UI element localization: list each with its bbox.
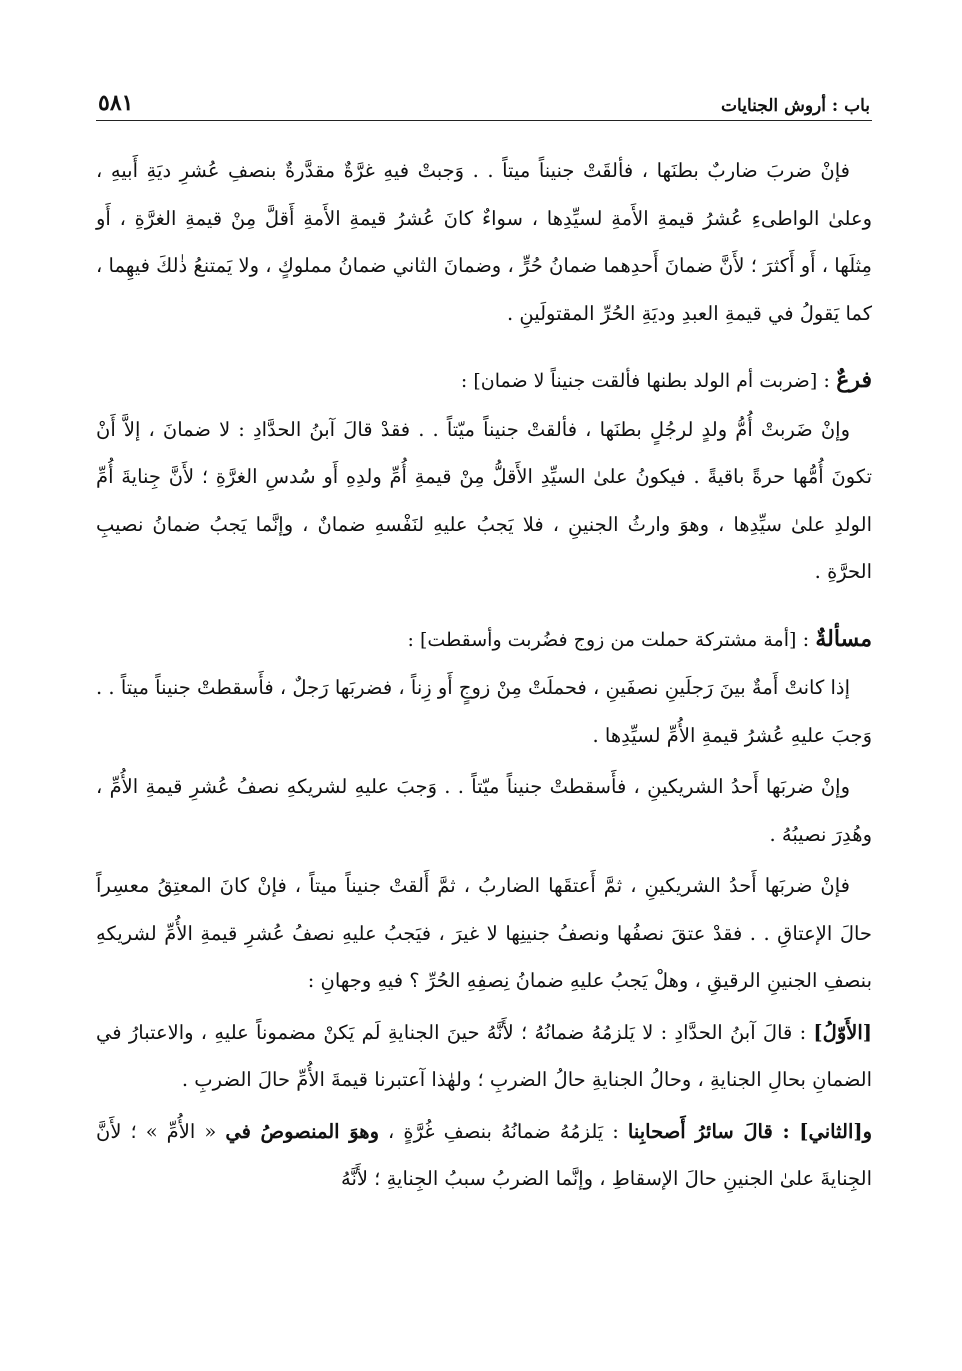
page-number: ٥٨١: [98, 90, 134, 116]
view-text-tail: « الأُمِّ » ؛ لأَنَّ الجِنايةَ علىٰ الجنينِ حالَ الإسقاطِ ، وإنَّما الضربُ سببُ الجِنايةِ ؛ لأَنَّهُ: [96, 1119, 872, 1190]
running-header: [96, 72, 872, 121]
section-title: [ضربت أم الولد بطنها فألقت جنيناً لا ضمان] :: [460, 370, 818, 392]
view-label: [الأَوّلُ]: [813, 1020, 872, 1044]
view-text: : يَلزمُهُ ضمانُهُ بنصفِ غُرَّةٍ ،: [379, 1119, 628, 1143]
section-heading-masala: [96, 616, 872, 665]
section-heading-far: [96, 357, 872, 406]
paragraph: إذا كانتْ أَمةٌ بينَ رَجلَينِ نصفَينِ ، فحملَتْ مِنْ زوجٍ أَو زِناً ، فضربَها رَجلٌ ، فأَسقطتْ جنيناً ميتاً . . وَجبَ عليهِ عُشرُ قيمةِ الأُمِّ لسيِّدِها .: [96, 676, 872, 747]
page-body: [96, 147, 872, 1203]
view-text: : قالَ آبنُ الحدَّادِ : لا يَلزمُهُ ضمانُهُ ؛ لأَنَّهُ حينَ الجنايةِ لَم يَكنْ مضموناً عليهِ ، والاعتبارُ في الضمانِ بحالِ الجنايةِ ، وحالُ الجنايةِ حالُ الضربِ ؛ ولهٰذا آعتبرنا قيمةَ الأُمِّ حالَ الضربِ .: [96, 1020, 872, 1091]
book-page: [96, 72, 872, 1203]
paragraph-first-view: [96, 1009, 872, 1104]
section-title: [أمة مشتركة حملت من زوج فضُربت وأسقطت] :: [407, 628, 797, 651]
paragraph: وإنْ ضَربتْ أُمُّ ولدٍ لرجُلٍ بطنَها ، فألقتْ جنيناً ميّتاً . . فقدْ قالَ آبنُ الحدَّادِ : لا ضمانَ ، إلاَّ أَنْ تكونَ أُمُّها حرةً باقيةً . فيكونُ علىٰ السيِّدِ الأَقلُّ مِنْ قيمةِ أُمِّ ولدِهِ أَو سُدسِ الغرَّةِ ؛ لأَنَّ جِنايةَ أُمِّ الولدِ علىٰ سيِّدِها ، وهوَ وارثُ الجنينِ ، فلا يَجبُ عليهِ لنَفْسهِ ضمانٌ ، وإنَّما يَجبُ ضمانُ نصيبِ الحرَّةِ .: [96, 417, 872, 583]
section-separator: :: [796, 627, 816, 651]
paragraph: فإنْ ضربَ ضاربٌ بطنَها ، فألقَتْ جنيناً ميتاً . . وَجبتْ فيهِ غرَّةٌ مقدَّرةٌ بنصفِ عُشرِ ديَةِ أَبيهِ ، وعلىٰ الواطىءِ عُشرُ قيمةِ الأَمةِ لسيِّدِها ، سواءٌ كانَ عُشرُ قيمةِ الأَمةِ أَقلَّ مِنْ قيمةِ الغرَّةِ ، أَو مِثلَها ، أَو أَكثرَ ؛ لأَنَّ ضمانَ أَحدِهما ضمانُ حُرٍّ ، وضمانَ الثاني ضمانُ مملوكٍ ، ولا يَمتنعُ ذٰلكَ فيهِما ، كما يَقولُ في قيمةِ العبدِ وديَةِ الحُرِّ المقتولَينِ .: [96, 159, 872, 325]
paragraph-second-view: [96, 1108, 872, 1203]
paragraph: وإنْ ضربَها أَحدُ الشريكينِ ، فأَسقطتْ جنيناً ميّتاً . . وَجبَ عليهِ لشريكهِ نصفُ عُشرِ قيمةِ الأُمِّ ، وهُدِرَ نصيبُهُ .: [96, 775, 872, 846]
section-separator: :: [817, 369, 837, 392]
view-emphasis: وهوَ المنصوصُ في: [225, 1119, 379, 1143]
running-title: باب : أروش الجنايات: [721, 96, 870, 116]
section-label: فرعٌ: [836, 367, 872, 393]
view-label: و[الثاني] : قالَ سائرُ أَصحابِنا: [627, 1119, 873, 1143]
section-label: مسألةٌ: [815, 625, 872, 652]
paragraph: فإنْ ضربَها أَحدُ الشريكينِ ، ثمَّ أَعتقَها الضاربُ ، ثمَّ أَلقتْ جنيناً ميتاً ، فإنْ كانَ المعتِقُ معسِراً حالَ الإعتاقِ . . فقدْ عتقَ نصفُها ونصفُ جنينِها لا غيرَ ، فيَجبُ عليهِ نصفُ عُشرِ قيمةِ الأُمِّ لشريكهِ بنصفِ الجنينِ الرقيقِ ، وهلْ يَجبُ عليهِ ضمانُ نِصفِهِ الحُرِّ ؟ فيهِ وجهانِ :: [96, 874, 872, 992]
